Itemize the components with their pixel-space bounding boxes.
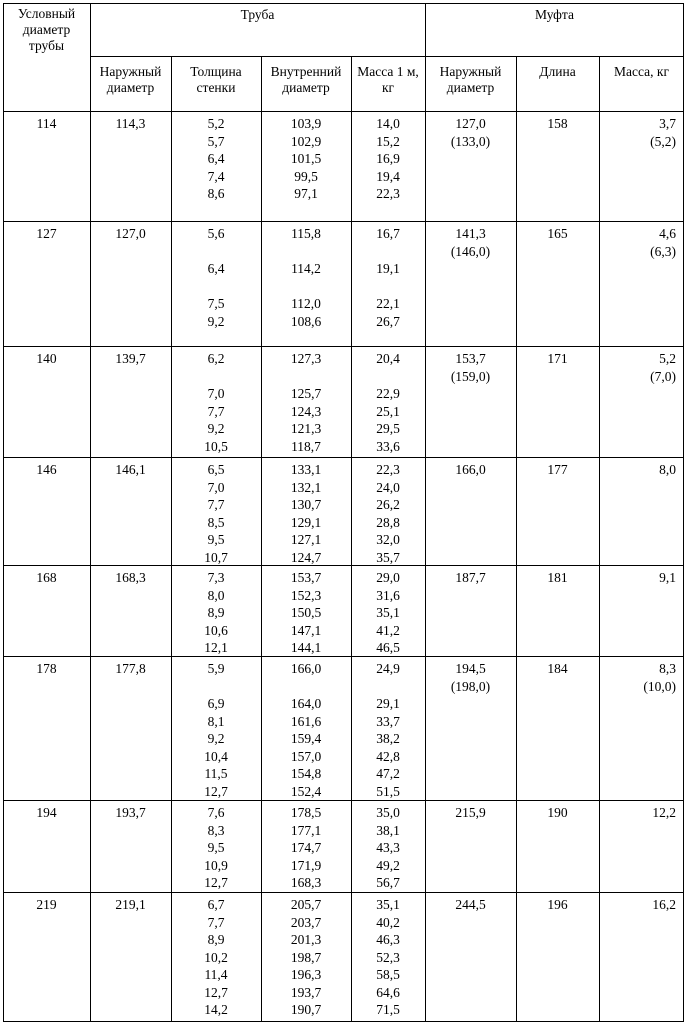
table-border-right <box>683 3 684 1022</box>
group-separator <box>3 221 684 222</box>
table-border-left <box>3 3 4 1022</box>
group-separator <box>3 457 684 458</box>
inner-diameter-cell: 203,7 <box>290 914 322 930</box>
mass-per-meter-cell: 24,0 <box>376 479 400 495</box>
mass-per-meter-cell: 20,4 <box>376 351 400 366</box>
inner-diameter-cell: 178,5 <box>290 805 322 820</box>
table-border-top <box>3 3 684 4</box>
nominal-diameter-cell: 146 <box>36 462 57 477</box>
coupling-length-cell: 177 <box>547 462 568 477</box>
mass-per-meter-cell: 22,1 <box>376 296 400 311</box>
inner-diameter-cell: 103,9 <box>290 116 322 131</box>
wall-thickness-cell: 6,4 <box>207 151 225 166</box>
coupling-length-cell: 165 <box>547 226 568 241</box>
inner-diameter-cell: 97,1 <box>294 186 318 201</box>
inner-diameter-cell: 177,1 <box>290 822 322 838</box>
coupling-outer-diameter-cell: (146,0) <box>450 243 491 259</box>
pipe-outer-diameter-cell: 139,7 <box>115 351 146 366</box>
wall-thickness-cell: 6,7 <box>207 897 225 912</box>
mass-per-meter-cell: 16,7 <box>376 226 400 241</box>
inner-diameter-cell: 157,0 <box>290 748 322 764</box>
wall-thickness-cell: 11,4 <box>204 967 228 982</box>
header-coupling: Муфта <box>535 7 574 22</box>
mass-per-meter-cell: 26,7 <box>376 313 400 329</box>
inner-diameter-cell: 108,6 <box>290 313 322 329</box>
pipe-outer-diameter-cell: 168,3 <box>115 570 146 585</box>
wall-thickness-cell: 11,5 <box>204 766 228 781</box>
mass-per-meter-cell: 35,7 <box>376 549 400 565</box>
inner-diameter-cell: 201,3 <box>290 932 322 947</box>
inner-diameter-cell: 124,3 <box>290 403 322 419</box>
inner-diameter-cell: 101,5 <box>290 151 322 166</box>
header-coupling-mass: Масса, кг <box>614 64 669 79</box>
mass-per-meter-cell: 31,6 <box>376 587 400 603</box>
mass-per-meter-cell: 56,7 <box>376 875 400 890</box>
coupling-mass-cell: (7,0) <box>650 368 676 384</box>
coupling-outer-diameter-cell: (133,0) <box>450 133 491 149</box>
coupling-mass-cell: (10,0) <box>643 678 676 694</box>
coupling-mass-cell: (6,3) <box>650 243 676 259</box>
wall-thickness-cell: 10,4 <box>204 748 228 764</box>
coupling-mass-cell: 3,7 <box>659 116 676 131</box>
mass-per-meter-cell: 35,0 <box>376 805 400 820</box>
inner-diameter-cell: 164,0 <box>290 696 322 711</box>
wall-thickness-cell: 7,7 <box>207 403 225 419</box>
coupling-length-cell: 171 <box>547 351 568 366</box>
coupling-mass-cell: 8,3 <box>659 661 676 676</box>
mass-per-meter-cell: 51,5 <box>376 783 400 799</box>
mass-per-meter-cell: 38,2 <box>376 731 400 746</box>
wall-thickness-cell: 10,6 <box>204 622 228 638</box>
mass-per-meter-cell: 28,8 <box>376 514 400 530</box>
inner-diameter-cell: 112,0 <box>291 296 321 311</box>
coupling-length-cell: 184 <box>547 661 568 676</box>
wall-thickness-cell: 12,7 <box>204 875 228 890</box>
pipe-outer-diameter-cell: 219,1 <box>115 897 146 912</box>
inner-diameter-cell: 198,7 <box>290 949 322 965</box>
wall-thickness-cell: 10,5 <box>204 438 228 454</box>
wall-thickness-cell: 12,1 <box>204 640 228 655</box>
inner-diameter-cell: 124,7 <box>290 549 322 565</box>
mass-per-meter-cell: 33,6 <box>376 438 400 454</box>
wall-thickness-cell: 7,0 <box>207 386 225 401</box>
group-separator <box>3 892 684 893</box>
mass-per-meter-cell: 26,2 <box>376 497 400 512</box>
inner-diameter-cell: 121,3 <box>290 421 322 436</box>
coupling-mass-cell: 16,2 <box>652 897 676 912</box>
pipe-outer-diameter-cell: 127,0 <box>115 226 146 241</box>
wall-thickness-cell: 14,2 <box>204 1002 228 1017</box>
mass-per-meter-cell: 33,7 <box>376 713 400 729</box>
wall-thickness-cell: 10,2 <box>204 949 228 965</box>
inner-diameter-cell: 174,7 <box>290 840 322 855</box>
pipe-outer-diameter-cell: 193,7 <box>115 805 146 820</box>
coupling-mass-cell: 5,2 <box>659 351 676 366</box>
inner-diameter-cell: 152,3 <box>290 587 322 603</box>
wall-thickness-cell: 9,5 <box>207 840 225 855</box>
wall-thickness-cell: 10,7 <box>204 549 228 565</box>
coupling-outer-diameter-cell: (198,0) <box>450 678 491 694</box>
wall-thickness-cell: 7,4 <box>207 168 225 184</box>
inner-diameter-cell: 147,1 <box>290 622 322 638</box>
mass-per-meter-cell: 46,5 <box>376 640 400 655</box>
col-line-6 <box>516 56 517 1022</box>
header-mass-per-meter: Масса 1 м, кг <box>357 64 419 95</box>
pipe-coupling-table <box>3 3 684 1022</box>
inner-diameter-cell: 190,7 <box>290 1002 322 1017</box>
mass-per-meter-cell: 35,1 <box>376 605 400 620</box>
header-pipe: Труба <box>240 7 275 22</box>
header-divider <box>90 56 684 57</box>
inner-diameter-cell: 159,4 <box>290 731 322 746</box>
coupling-outer-diameter-cell: 141,3 <box>455 226 486 241</box>
inner-diameter-cell: 168,3 <box>290 875 322 890</box>
wall-thickness-cell: 7,5 <box>207 296 225 311</box>
wall-thickness-cell: 8,0 <box>207 587 225 603</box>
wall-thickness-cell: 6,9 <box>207 696 225 711</box>
coupling-length-cell: 158 <box>547 116 568 131</box>
mass-per-meter-cell: 52,3 <box>376 949 400 965</box>
pipe-outer-diameter-cell: 146,1 <box>115 462 146 477</box>
nominal-diameter-cell: 168 <box>36 570 57 585</box>
wall-thickness-cell: 8,3 <box>207 822 225 838</box>
wall-thickness-cell: 5,6 <box>207 226 225 241</box>
coupling-mass-cell: 9,1 <box>659 570 676 585</box>
coupling-outer-diameter-cell: 194,5 <box>455 661 486 676</box>
inner-diameter-cell: 193,7 <box>290 984 322 1000</box>
inner-diameter-cell: 125,7 <box>290 386 322 401</box>
inner-diameter-cell: 114,2 <box>291 261 321 276</box>
coupling-mass-cell: 12,2 <box>652 805 676 820</box>
coupling-outer-diameter-cell: 215,9 <box>455 805 486 820</box>
header-coupling-length: Длина <box>539 64 576 79</box>
mass-per-meter-cell: 29,5 <box>376 421 400 436</box>
coupling-outer-diameter-cell: 153,7 <box>455 351 486 366</box>
pipe-outer-diameter-cell: 177,8 <box>115 661 146 676</box>
mass-per-meter-cell: 29,1 <box>376 696 400 711</box>
wall-thickness-cell: 8,5 <box>207 514 225 530</box>
inner-diameter-cell: 133,1 <box>290 462 322 477</box>
coupling-outer-diameter-cell: 244,5 <box>455 897 486 912</box>
mass-per-meter-cell: 49,2 <box>376 857 400 873</box>
inner-diameter-cell: 161,6 <box>290 713 322 729</box>
wall-thickness-cell: 6,2 <box>207 351 225 366</box>
inner-diameter-cell: 153,7 <box>290 570 322 585</box>
inner-diameter-cell: 150,5 <box>290 605 322 620</box>
coupling-outer-diameter-cell: 187,7 <box>455 570 486 585</box>
mass-per-meter-cell: 58,5 <box>376 967 400 982</box>
inner-diameter-cell: 118,7 <box>291 438 321 454</box>
wall-thickness-cell: 8,6 <box>207 186 225 201</box>
wall-thickness-cell: 5,7 <box>207 133 225 149</box>
header-pipe-outer-diameter: Наружный диаметр <box>99 64 162 95</box>
wall-thickness-cell: 9,2 <box>207 313 225 329</box>
inner-diameter-cell: 152,4 <box>290 783 322 799</box>
mass-per-meter-cell: 40,2 <box>376 914 400 930</box>
mass-per-meter-cell: 43,3 <box>376 840 400 855</box>
mass-per-meter-cell: 22,3 <box>376 462 400 477</box>
mass-per-meter-cell: 47,2 <box>376 766 400 781</box>
nominal-diameter-cell: 178 <box>36 661 57 676</box>
wall-thickness-cell: 7,0 <box>207 479 225 495</box>
inner-diameter-cell: 99,5 <box>294 168 318 184</box>
wall-thickness-cell: 5,9 <box>207 661 225 676</box>
wall-thickness-cell: 6,4 <box>207 261 225 276</box>
wall-thickness-cell: 10,9 <box>204 857 228 873</box>
pipe-outer-diameter-cell: 114,3 <box>115 116 146 131</box>
inner-diameter-cell: 196,3 <box>290 967 322 982</box>
mass-per-meter-cell: 46,3 <box>376 932 400 947</box>
header-inner-diameter: Внутренний диаметр <box>270 64 342 95</box>
wall-thickness-cell: 8,9 <box>207 605 225 620</box>
col-line-5 <box>425 3 426 1022</box>
wall-thickness-cell: 7,3 <box>207 570 225 585</box>
inner-diameter-cell: 166,0 <box>290 661 322 676</box>
inner-diameter-cell: 132,1 <box>290 479 322 495</box>
mass-per-meter-cell: 25,1 <box>376 403 400 419</box>
col-line-1 <box>90 3 91 1022</box>
mass-per-meter-cell: 19,4 <box>376 168 400 184</box>
nominal-diameter-cell: 194 <box>36 805 57 820</box>
mass-per-meter-cell: 64,6 <box>376 984 400 1000</box>
coupling-outer-diameter-cell: (159,0) <box>450 368 491 384</box>
header-coupling-outer-diameter: Наружный диаметр <box>439 64 502 95</box>
wall-thickness-cell: 12,7 <box>204 984 228 1000</box>
coupling-outer-diameter-cell: 127,0 <box>455 116 486 131</box>
coupling-mass-cell: (5,2) <box>650 133 676 149</box>
mass-per-meter-cell: 42,8 <box>376 748 400 764</box>
nominal-diameter-cell: 127 <box>36 226 57 241</box>
coupling-length-cell: 196 <box>547 897 568 912</box>
mass-per-meter-cell: 41,2 <box>376 622 400 638</box>
inner-diameter-cell: 130,7 <box>290 497 322 512</box>
mass-per-meter-cell: 24,9 <box>376 661 400 676</box>
wall-thickness-cell: 9,2 <box>207 421 225 436</box>
wall-thickness-cell: 8,1 <box>207 713 225 729</box>
wall-thickness-cell: 8,9 <box>207 932 225 947</box>
nominal-diameter-cell: 140 <box>36 351 57 366</box>
mass-per-meter-cell: 29,0 <box>376 570 400 585</box>
wall-thickness-cell: 7,6 <box>207 805 225 820</box>
coupling-mass-cell: 4,6 <box>659 226 676 241</box>
wall-thickness-cell: 9,5 <box>207 532 225 547</box>
mass-per-meter-cell: 32,0 <box>376 532 400 547</box>
inner-diameter-cell: 129,1 <box>290 514 322 530</box>
mass-per-meter-cell: 14,0 <box>376 116 400 131</box>
inner-diameter-cell: 154,8 <box>290 766 322 781</box>
coupling-mass-cell: 8,0 <box>659 462 676 477</box>
wall-thickness-cell: 7,7 <box>207 497 225 512</box>
inner-diameter-cell: 127,3 <box>290 351 322 366</box>
col-line-7 <box>599 56 600 1022</box>
inner-diameter-cell: 102,9 <box>290 133 322 149</box>
coupling-outer-diameter-cell: 166,0 <box>455 462 486 477</box>
mass-per-meter-cell: 71,5 <box>376 1002 400 1017</box>
nominal-diameter-cell: 114 <box>36 116 57 131</box>
coupling-length-cell: 181 <box>547 570 568 585</box>
mass-per-meter-cell: 22,3 <box>376 186 400 201</box>
inner-diameter-cell: 205,7 <box>290 897 322 912</box>
table-border-bottom <box>3 1021 684 1022</box>
inner-diameter-cell: 127,1 <box>290 532 322 547</box>
mass-per-meter-cell: 15,2 <box>376 133 400 149</box>
mass-per-meter-cell: 19,1 <box>376 261 400 276</box>
mass-per-meter-cell: 38,1 <box>376 822 400 838</box>
mass-per-meter-cell: 35,1 <box>376 897 400 912</box>
wall-thickness-cell: 7,7 <box>207 914 225 930</box>
wall-thickness-cell: 12,7 <box>204 783 228 799</box>
inner-diameter-cell: 171,9 <box>290 857 322 873</box>
mass-per-meter-cell: 16,9 <box>376 151 400 166</box>
mass-per-meter-cell: 22,9 <box>376 386 400 401</box>
header-bottom-line <box>3 111 684 112</box>
wall-thickness-cell: 9,2 <box>207 731 225 746</box>
wall-thickness-cell: 5,2 <box>207 116 225 131</box>
group-separator <box>3 346 684 347</box>
inner-diameter-cell: 144,1 <box>290 640 322 655</box>
header-wall-thickness: Толщина стенки <box>190 64 242 95</box>
group-separator <box>3 800 684 801</box>
coupling-length-cell: 190 <box>547 805 568 820</box>
wall-thickness-cell: 6,5 <box>207 462 225 477</box>
nominal-diameter-cell: 219 <box>36 897 57 912</box>
header-nominal-diameter: Условный диаметр трубы <box>17 6 76 53</box>
inner-diameter-cell: 115,8 <box>291 226 321 241</box>
